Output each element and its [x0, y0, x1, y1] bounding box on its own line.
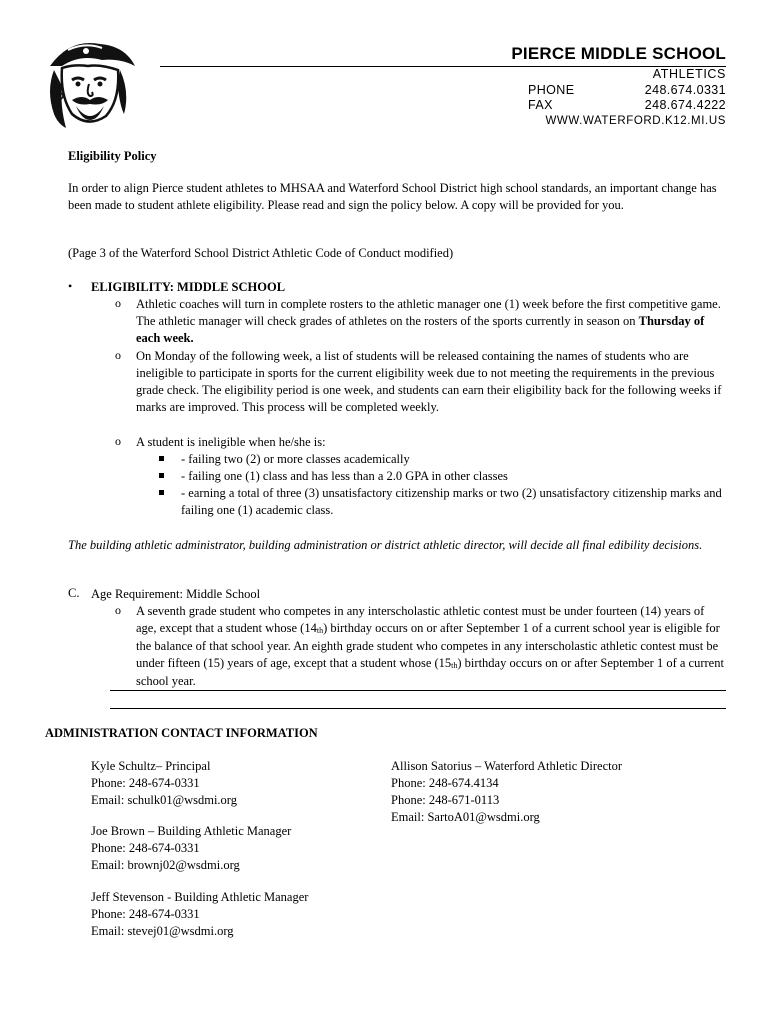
contact-phone: Phone: 248-671-0113 [391, 793, 500, 807]
bullet-marker: • [68, 279, 73, 293]
contact-name: Allison Satorius – Waterford Athletic Director [391, 759, 623, 773]
phone-number: 248.674.0331 [644, 83, 726, 97]
ineligible-reason: - failing one (1) class and has less than a 2.0 GPA in other classes [181, 469, 508, 483]
policy-title: Eligibility Policy [68, 149, 157, 163]
divider-line [110, 708, 726, 709]
contact-email[interactable]: Email: SartoA01@wsdmi.org [391, 810, 540, 824]
contact-athletic-manager-brown [91, 823, 291, 874]
header-fax-line [528, 98, 726, 112]
roster-rule [136, 296, 726, 347]
page-reference: (Page 3 of the Waterford School District Athletic Code of Conduct modified) [68, 246, 454, 260]
ineligible-intro: A student is ineligible when he/she is: [136, 435, 326, 449]
contact-phone: Phone: 248-674-0331 [91, 776, 200, 790]
decision-note: The building athletic administrator, building administration or district athletic director, will decide all final edibility decisions. [68, 538, 703, 552]
ineligible-reason: - failing two (2) or more classes academically [181, 452, 410, 466]
roster-rule-day: Thursday of each week. [136, 314, 705, 345]
sub-bullet-marker: o [115, 603, 121, 617]
contact-athletic-director [391, 758, 622, 826]
age-requirement-text [136, 603, 726, 690]
sub-bullet-marker: o [115, 434, 121, 448]
sub-bullet-marker: o [115, 296, 121, 310]
age-requirement-heading: Age Requirement: Middle School [91, 587, 261, 601]
square-bullet [159, 456, 164, 461]
contact-email[interactable]: Email: brownj02@wsdmi.org [91, 858, 240, 872]
school-name: PIERCE MIDDLE SCHOOL [511, 44, 726, 63]
contact-phone: Phone: 248-674-0331 [91, 841, 200, 855]
weekly-list-rule: On Monday of the following week, a list of students will be released containing the names of students who are ineligible to participate in sports for the current eligibility week due to not meeting the requirements in the previous grade check. The eligibility period is one week, and students can earn their eligibility back for the following weeks if marks are improved. This process will be completed weekly. [136, 349, 722, 414]
header-rule [160, 66, 726, 67]
ordinal-suffix: th [316, 626, 324, 635]
divider-line [110, 690, 726, 691]
department-name: ATHLETICS [652, 67, 726, 81]
square-bullet [159, 473, 164, 478]
age-text-part: A seventh grade student who competes in any interscholastic athletic contest must be under fourteen (14) years of age, except that a student whose (14 [136, 604, 705, 635]
contact-phone: Phone: 248-674.4134 [391, 776, 499, 790]
admin-contact-title: ADMINISTRATION CONTACT INFORMATION [45, 726, 318, 740]
pirate-mascot-icon [40, 36, 140, 136]
website-link[interactable]: WWW.WATERFORD.K12.MI.US [545, 115, 726, 127]
age-text-part: ) birthday occurs on or after September 1 of a current school year. [136, 656, 724, 688]
sub-bullet-marker: o [115, 348, 121, 362]
square-bullet [159, 490, 164, 495]
ineligible-reason: - earning a total of three (3) unsatisfactory citizenship marks or two (2) unsatisfactory citizenship marks and failing one (1) academic class. [181, 486, 722, 517]
contact-principal [91, 758, 237, 809]
contact-phone: Phone: 248-674-0331 [91, 907, 200, 921]
contact-name: Jeff Stevenson - Building Athletic Manager [91, 890, 309, 904]
contact-email[interactable]: Email: stevej01@wsdmi.org [91, 924, 234, 938]
contact-email[interactable]: Email: schulk01@wsdmi.org [91, 793, 237, 807]
policy-intro: In order to align Pierce student athletes to MHSAA and Waterford School District high school standards, an important change has been made to student athlete eligibility. Please read and sign the policy below. A copy will be provided for you. [68, 181, 717, 212]
age-section-marker: C. [68, 586, 80, 600]
roster-rule-text: Athletic coaches will turn in complete rosters to the athletic manager one (1) week before the first competitive game. The athletic manager will check grades of athletes on the rosters of the sports currently in season on [136, 297, 721, 328]
fax-number: 248.674.4222 [644, 98, 726, 112]
age-text-part: ) birthday occurs on or after September 1 of a current school year is eligible for the balance of that school year. An eighth grade student who competes in any interscholastic athletic contest must be under fifteen (15) years of age, except that a student whose (15 [136, 621, 720, 670]
eligibility-heading: ELIGIBILITY: MIDDLE SCHOOL [91, 280, 286, 294]
contact-name: Joe Brown – Building Athletic Manager [91, 824, 292, 838]
header-phone-line [528, 83, 726, 97]
phone-label: PHONE [528, 83, 575, 97]
contact-name: Kyle Schultz– Principal [91, 759, 211, 773]
contact-athletic-manager-stevenson [91, 889, 308, 940]
fax-label: FAX [528, 98, 553, 112]
ordinal-suffix: th [451, 661, 458, 670]
